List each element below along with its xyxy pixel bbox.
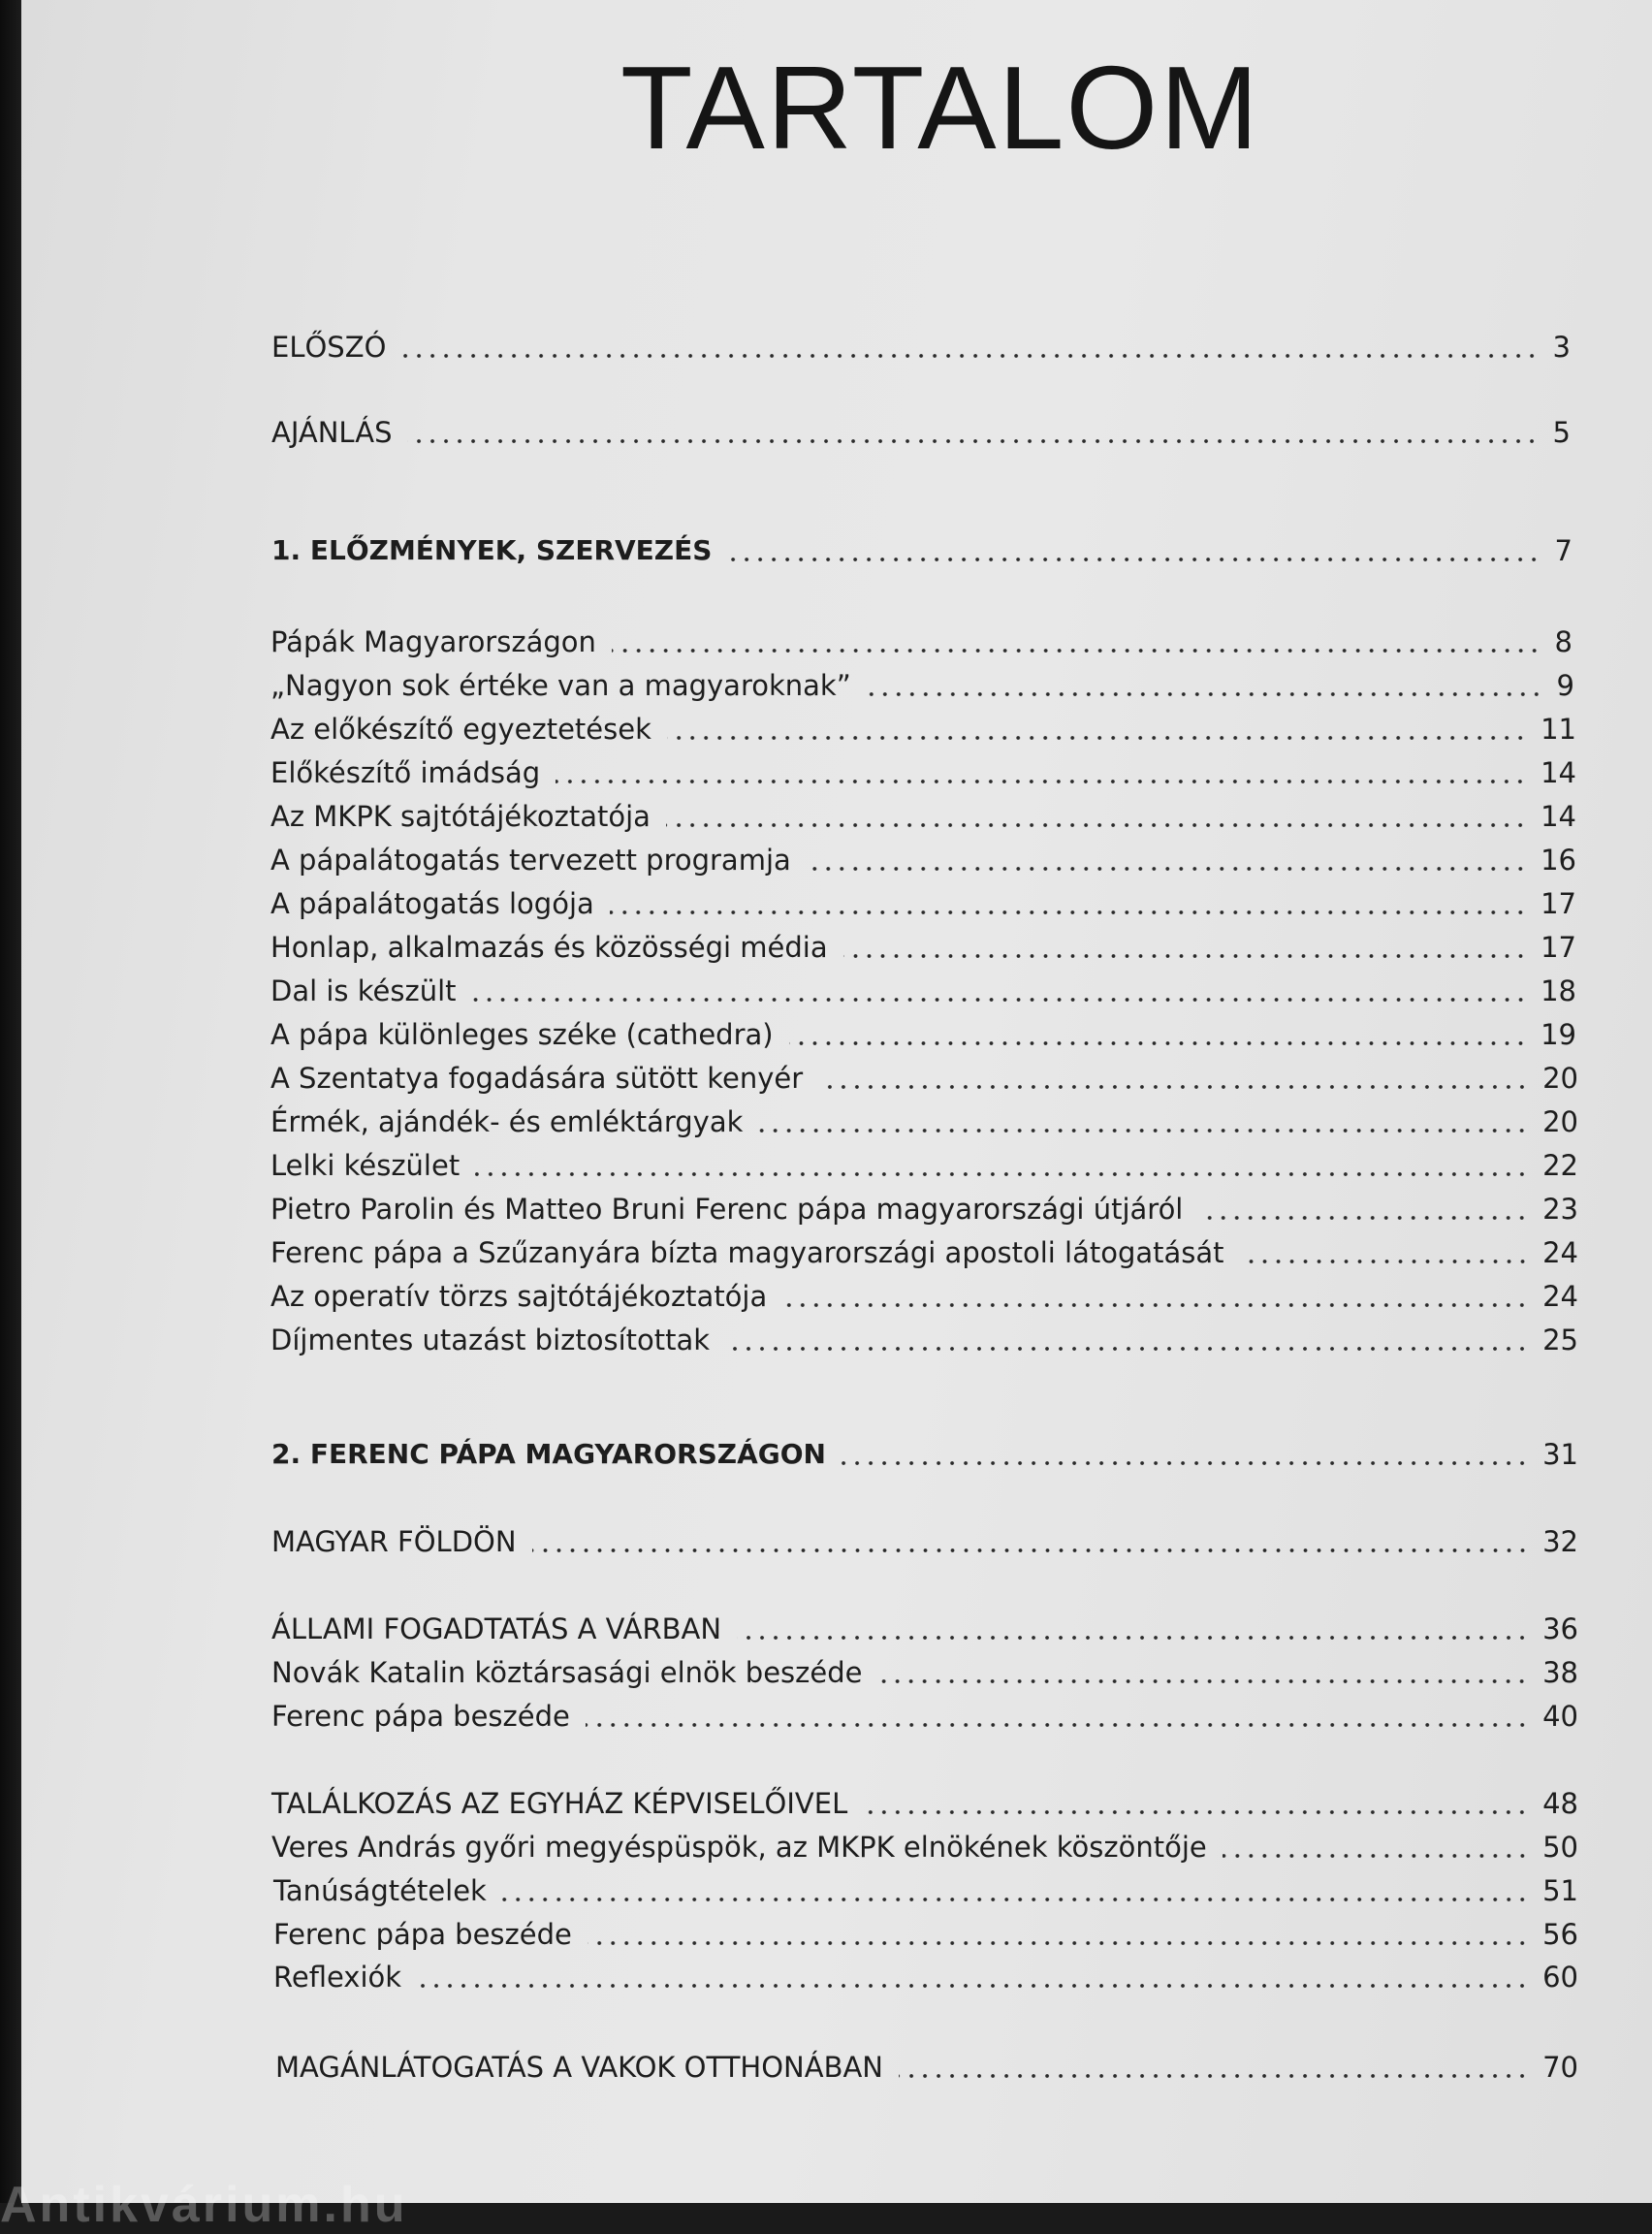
toc-entry [271,1651,1578,1690]
toc-page-number: 38 [1542,1656,1578,1689]
toc-entry-title: Az operatív törzs sajtótájékoztatója [270,1280,768,1313]
toc-entry-title: Novák Katalin köztársasági elnök beszéde [271,1656,863,1689]
toc-entry-title: Ferenc pápa a Szűzanyára bízta magyarországi apostoli látogatását [270,1236,1224,1269]
toc-page-number: 9 [1556,669,1574,702]
toc-entry-title: Pietro Parolin és Matteo Bruni Ferenc pápa magyarországi útjáról [270,1193,1184,1226]
toc-chapter-entry [271,529,1573,568]
toc-page-number: 48 [1542,1787,1578,1820]
toc-page-number: 36 [1542,1612,1578,1645]
toc-entry-title: Dal is készült [270,974,457,1007]
toc-entry [270,1057,1578,1096]
toc-entry [273,1956,1578,1995]
dot-leader [588,1919,1529,1948]
dot-leader [1198,1194,1529,1223]
toc-section-entry [275,2046,1578,2085]
toc-entry-title: 2. FERENC PÁPA MAGYARORSZÁGON [271,1438,826,1470]
dot-leader [1240,1237,1530,1266]
toc-page-number: 20 [1542,1062,1578,1095]
toc-page-number: 14 [1541,756,1576,789]
page-title: TARTALOM [620,42,1260,174]
dot-leader [727,535,1541,564]
dot-leader [867,670,1543,699]
dot-leader [863,1788,1529,1817]
dot-leader [807,845,1527,874]
toc-entry-title: Honlap, alkalmazás és közösségi média [270,931,828,964]
toc-entry-title: MAGÁNLÁTOGATÁS A VAKOK OTTHONÁBAN [275,2051,883,2084]
toc-entry-title: Érmék, ajándék- és emléktárgyak [270,1105,744,1138]
toc-entry-title: ELŐSZÓ [271,331,387,364]
dot-leader [610,888,1527,917]
toc-section-entry [271,326,1571,365]
toc-entry-title: Veres András győri megyéspüspök, az MKPK elnökének köszöntője [271,1831,1207,1864]
toc-page-number: 17 [1541,931,1576,964]
toc-page-number: 32 [1542,1525,1578,1558]
toc-page-number: 31 [1542,1438,1578,1471]
toc-page-number: 22 [1542,1149,1578,1182]
toc-page-number: 70 [1542,2051,1578,2084]
dot-leader [417,1962,1529,1991]
toc-entry [270,621,1573,659]
watermark-text: Antikvárium.hu [0,2177,408,2233]
toc-entry-title: A Szentatya fogadására sütött kenyér [270,1062,804,1095]
dot-leader [612,626,1541,655]
toc-entry-title: TALÁLKOZÁS AZ EGYHÁZ KÉPVISELŐIVEL [271,1787,848,1820]
toc-entry-title: A pápalátogatás tervezett programja [270,844,791,877]
toc-entry [273,1869,1578,1908]
toc-entry-title: „Nagyon sok értéke van a magyaroknak” [270,669,851,702]
toc-page-number: 11 [1541,713,1576,746]
toc-entry-title: Az MKPK sajtótájékoztatója [270,800,651,833]
dot-leader [843,932,1528,961]
dot-leader [556,757,1527,786]
toc-entry [271,1695,1578,1734]
toc-page-number: 14 [1541,800,1576,833]
toc-page-number: 40 [1542,1700,1578,1733]
dot-leader [737,1613,1529,1643]
toc-page-number: 51 [1542,1874,1578,1907]
toc-entry-title: Az előkészítő egyeztetések [270,713,651,746]
toc-entry-title: A pápalátogatás logója [270,887,594,920]
toc-entry [270,1101,1578,1139]
toc-section-entry [271,1520,1578,1559]
toc-entry-title: Pápák Magyarországon [270,625,596,658]
toc-entry-title: MAGYAR FÖLDÖN [271,1525,517,1558]
toc-entry [270,926,1576,965]
toc-entry [270,1188,1578,1227]
toc-entry [273,1913,1578,1952]
dot-leader [502,1875,1529,1904]
dot-leader [789,1019,1527,1048]
toc-page-number: 18 [1541,974,1576,1007]
dot-leader [407,417,1539,446]
toc-entry-title: Előkészítő imádság [270,756,541,789]
toc-entry-title: Díjmentes utazást biztosítottak [270,1324,711,1356]
toc-entry [270,1319,1578,1357]
dot-leader [666,801,1527,830]
toc-entry [270,751,1576,790]
dot-leader [401,332,1539,361]
toc-entry [270,795,1576,834]
toc-section-entry [271,1608,1578,1646]
toc-entry [270,1144,1578,1183]
toc-page-number: 3 [1552,331,1571,364]
toc-page-number: 25 [1542,1324,1578,1356]
toc-page-number: 5 [1552,416,1571,449]
toc-page-number: 23 [1542,1193,1578,1226]
toc-section-entry [271,411,1571,450]
toc-entry-title: Tanúságtételek [273,1874,487,1907]
toc-section-entry [271,1782,1578,1821]
toc-entry [271,1826,1578,1865]
toc-entry [270,882,1576,921]
toc-page-number: 60 [1542,1961,1578,1994]
dot-leader [1223,1832,1529,1861]
toc-entry [270,708,1576,747]
toc-entry [270,664,1574,703]
dot-leader [842,1439,1529,1468]
toc-entry [270,839,1576,878]
dot-leader [877,1657,1529,1686]
toc-entry [270,1275,1578,1314]
toc-page-number: 24 [1542,1236,1578,1269]
dot-leader [782,1281,1529,1310]
toc-entry-title: Ferenc pápa beszéde [273,1918,572,1951]
toc-page-number: 56 [1542,1918,1578,1951]
toc-entry [270,1231,1578,1270]
toc-entry-title: A pápa különleges széke (cathedra) [270,1018,774,1051]
toc-entry-title: ÁLLAMI FOGADTATÁS A VÁRBAN [271,1612,722,1645]
toc-page-number: 17 [1541,887,1576,920]
toc-page-number: 24 [1542,1280,1578,1313]
dot-leader [472,975,1528,1005]
toc-page-number: 8 [1554,625,1573,658]
toc-chapter-entry [271,1433,1578,1472]
dot-leader [899,2052,1529,2081]
dot-leader [586,1701,1529,1730]
toc-page-number: 7 [1554,534,1573,567]
toc-entry-title: Lelki készület [270,1149,461,1182]
toc-page-number: 20 [1542,1105,1578,1138]
dot-leader [758,1106,1529,1135]
dot-leader [475,1150,1529,1179]
toc-entry-title: 1. ELŐZMÉNYEK, SZERVEZÉS [271,534,713,566]
toc-entry-title: Ferenc pápa beszéde [271,1700,570,1733]
toc-page-number: 50 [1542,1831,1578,1864]
toc-page-number: 16 [1541,844,1576,877]
dot-leader [532,1526,1530,1555]
toc-entry-title: Reflexiók [273,1961,402,1994]
dot-leader [667,714,1527,743]
dot-leader [818,1063,1529,1092]
toc-entry [270,970,1576,1008]
dot-leader [725,1324,1529,1354]
toc-entry-title: AJÁNLÁS [271,416,393,449]
toc-page-number: 19 [1541,1018,1576,1051]
toc-entry [270,1013,1576,1052]
